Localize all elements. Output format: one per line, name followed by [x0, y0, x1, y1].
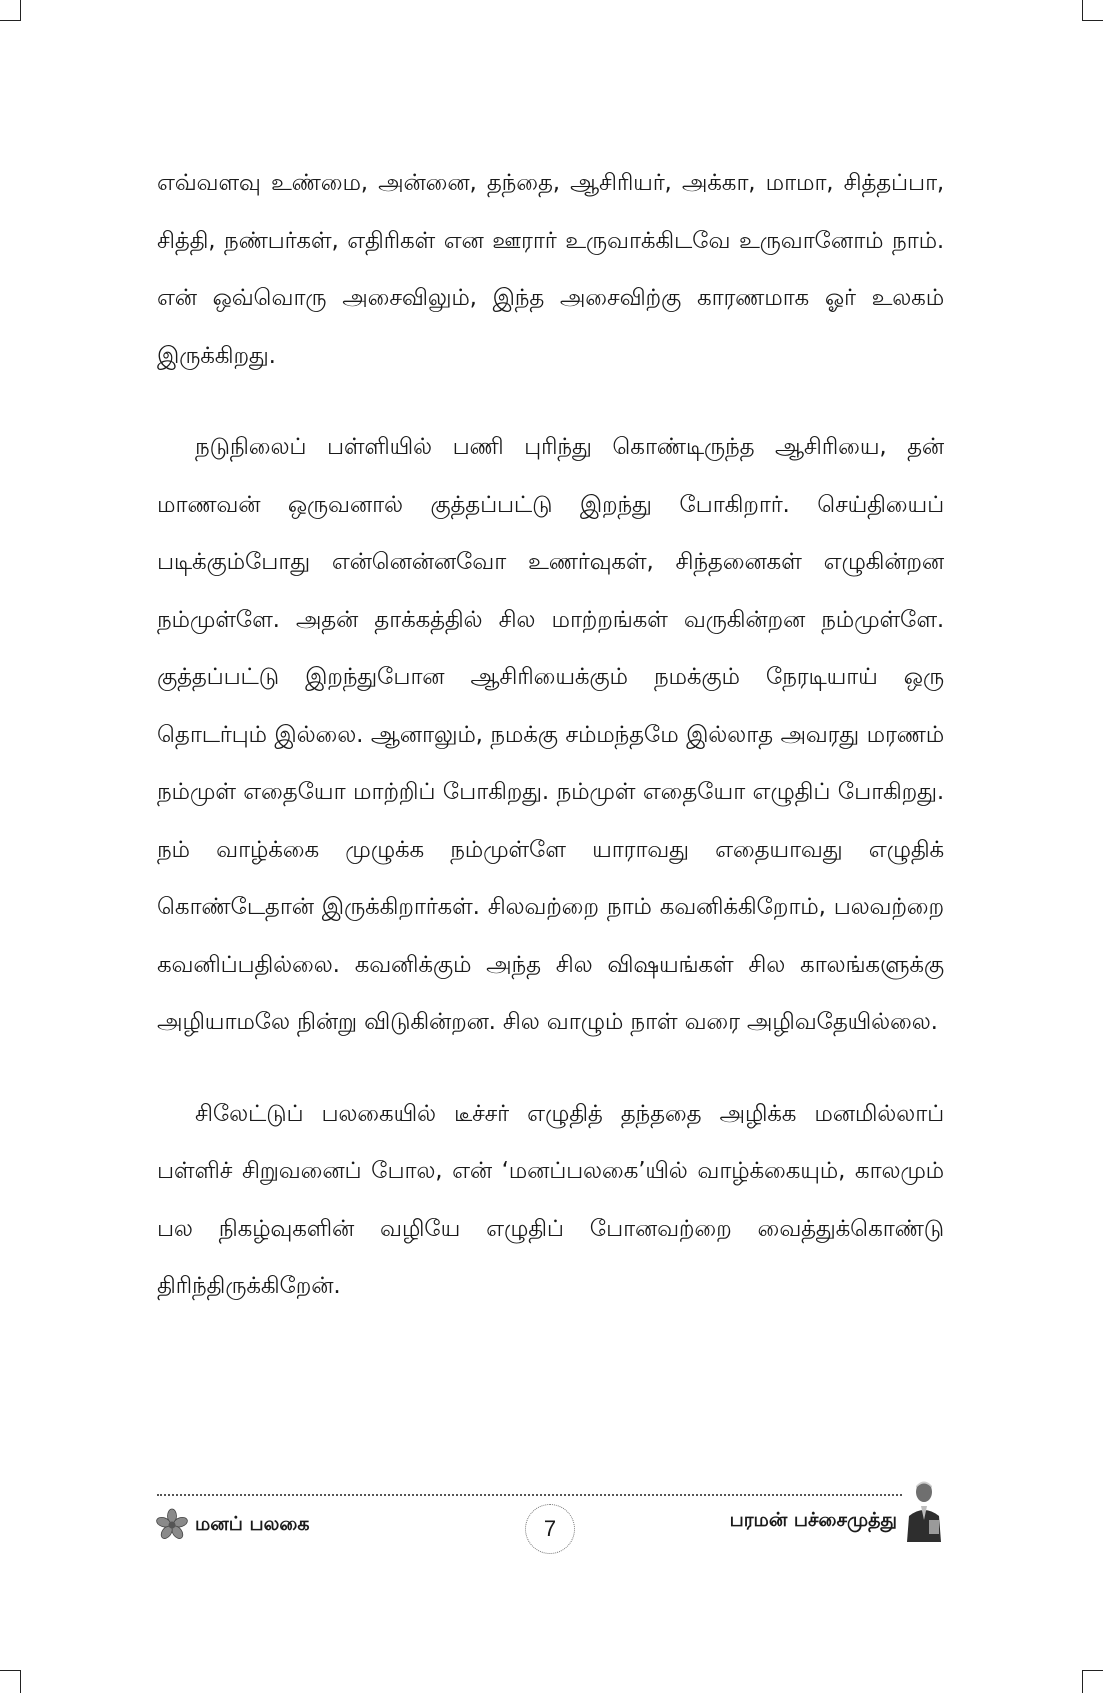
book-title	[155, 1508, 310, 1542]
page-number: 7	[525, 1504, 575, 1554]
crop-mark-bottom-right	[1082, 1670, 1103, 1693]
crop-mark-top-right	[1082, 0, 1103, 21]
book-title-text: மனப் பலகை	[195, 1512, 310, 1535]
author-name: பரமன் பச்சைமுத்து	[729, 1509, 897, 1531]
crop-mark-top-left	[0, 0, 21, 21]
author-credit	[730, 1476, 945, 1542]
paragraph-2: நடுநிலைப் பள்ளியில் பணி புரிந்து கொண்டிருந்த ஆசிரியை, தன் மாணவன் ஒருவனால் குத்தப்பட்டு இறந்து போகிறார். செய்தியைப் படிக்கும்போது என்னென்னவோ உணர்வுகள், சிந்தனைகள் எழுகின்றன நம்முள்ளே. அதன் தாக்கத்தில் சில மாற்றங்கள் வருகின்றன நம்முள்ளே. குத்தப்பட்டு இறந்துபோன ஆசிரியைக்கும் நமக்கும் நேரடியாய் ஒரு தொடர்பும் இல்லை. ஆனாலும், நமக்கு சம்மந்தமே இல்லாத அவரது மரணம் நம்முள் எதையோ மாற்றிப் போகிறது. நம்முள் எதையோ எழுதிப் போகிறது. நம் வாழ்க்கை முழுக்க நம்முள்ளே யாராவது எதையாவது எழுதிக் கொண்டேதான் இருக்கிறார்கள். சிலவற்றை நாம் கவனிக்கிறோம், பலவற்றை கவனிப்பதில்லை. கவனிக்கும் அந்த சில விஷயங்கள் சில காலங்களுக்கு அழியாமலே நின்று விடுகின்றன. சில வாழும் நாள் வரை அழிவதேயில்லை.	[157, 434, 944, 1035]
author-photo	[903, 1476, 945, 1542]
page-body	[157, 155, 944, 1316]
paragraph-3: சிலேட்டுப் பலகையில் டீச்சர் எழுதித் தந்ததை அழிக்க மனமில்லாப் பள்ளிச் சிறுவனைப் போல, என் ‘மனப்பலகை’யில் வாழ்க்கையும், காலமும் பல நிகழ்வுகளின் வழியே எழுதிப் போனவற்றை வைத்துக்கொண்டு திரிந்திருக்கிறேன்.	[157, 1100, 944, 1299]
paragraph-1: எவ்வளவு உண்மை, அன்னை, தந்தை, ஆசிரியர், அக்கா, மாமா, சித்தப்பா, சித்தி, நண்பர்கள், எதிரிகள் என ஊரார் உருவாக்கிடவே உருவானோம் நாம். என் ஒவ்வொரு அசைவிலும், இந்த அசைவிற்கு காரணமாக ஓர் உலகம் இருக்கிறது.	[157, 170, 944, 369]
crop-mark-bottom-left	[0, 1670, 21, 1693]
page-footer	[155, 1490, 945, 1570]
flower-icon	[155, 1508, 189, 1542]
